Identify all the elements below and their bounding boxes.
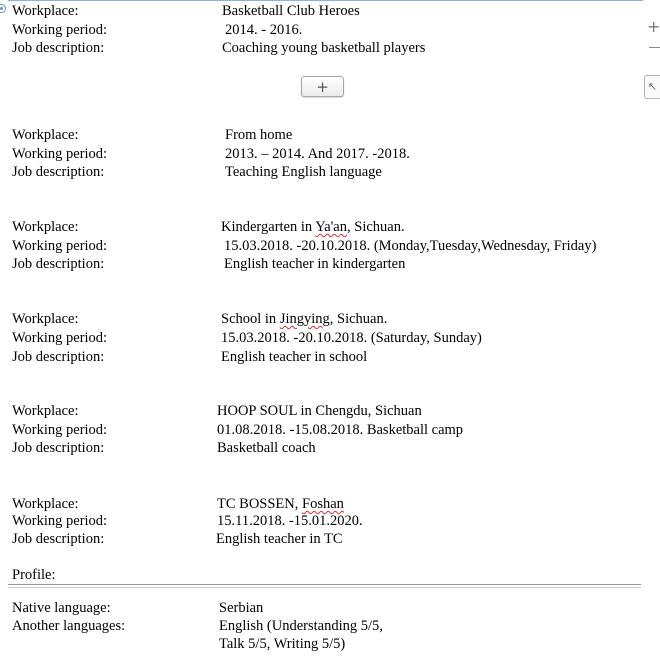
section-divider-shadow bbox=[8, 587, 641, 588]
job-4-period-label: Working period: bbox=[12, 330, 108, 346]
job-1-description: Coaching young basketball players bbox=[222, 40, 426, 56]
job-3-period-label: Working period: bbox=[12, 238, 108, 254]
job-6-description-label: Job description: bbox=[12, 531, 105, 547]
profile-heading: Profile: bbox=[12, 567, 56, 583]
job-5-description-label: Job description: bbox=[12, 440, 105, 456]
job-6-workplace: TC BOSSEN, Foshan bbox=[217, 496, 344, 512]
job-1-period: 2014. - 2016. bbox=[225, 22, 303, 38]
job-6-period: 15.11.2018. -15.01.2020. bbox=[217, 513, 363, 529]
job-5-period-label: Working period: bbox=[12, 422, 108, 438]
job-2-description: Teaching English language bbox=[225, 164, 382, 180]
job-4-workplace: School in Jingying, Sichuan. bbox=[221, 311, 388, 327]
job-2-workplace-label: Workplace: bbox=[12, 127, 79, 143]
job-1-workplace: Basketball Club Heroes bbox=[222, 3, 360, 19]
job-5-period: 01.08.2018. -15.08.2018. Basketball camp bbox=[217, 422, 464, 438]
job-4-period: 15.03.2018. -20.10.2018. (Saturday, Sunday) bbox=[221, 330, 482, 346]
spellcheck-word[interactable]: Ya'an bbox=[315, 219, 347, 235]
native-language-label: Native language: bbox=[12, 600, 111, 616]
section-divider bbox=[8, 584, 641, 585]
job-6-description: English teacher in TC bbox=[216, 531, 343, 547]
job-6-workplace-label: Workplace: bbox=[12, 496, 79, 512]
right-side-panel bbox=[643, 0, 660, 671]
native-language-value: Serbian bbox=[219, 600, 264, 616]
other-languages-value-line-1: English (Understanding 5/5, bbox=[219, 618, 383, 634]
job-4-description: English teacher in school bbox=[221, 349, 368, 365]
expand-icon[interactable]: ↖ bbox=[644, 75, 660, 99]
job-3-description: English teacher in kindergarten bbox=[224, 256, 406, 272]
job-6-period-label: Working period: bbox=[12, 513, 108, 529]
job-3-period: 15.03.2018. -20.10.2018. (Monday,Tuesday,Wednesday, Friday) bbox=[224, 238, 597, 254]
other-languages-label: Another languages: bbox=[12, 618, 126, 634]
other-languages-value-line-2: Talk 5/5, Writing 5/5) bbox=[219, 636, 346, 652]
job-5-workplace-label: Workplace: bbox=[12, 403, 79, 419]
job-5-workplace: HOOP SOUL in Chengdu, Sichuan bbox=[217, 403, 422, 419]
job-3-description-label: Job description: bbox=[12, 256, 105, 272]
spellcheck-word[interactable]: Jingying bbox=[279, 311, 330, 327]
job-1-description-label: Job description: bbox=[12, 40, 105, 56]
job-2-description-label: Job description: bbox=[12, 164, 105, 180]
spellcheck-word[interactable]: Foshan bbox=[302, 496, 344, 512]
job-3-workplace: Kindergarten in Ya'an, Sichuan. bbox=[221, 219, 405, 235]
job-1-workplace-label: Workplace: bbox=[12, 3, 79, 19]
add-row-button[interactable]: + bbox=[301, 76, 344, 97]
job-1-period-label: Working period: bbox=[12, 22, 108, 38]
job-2-workplace: From home bbox=[225, 127, 293, 143]
table-top-border bbox=[8, 0, 643, 1]
job-3-workplace-label: Workplace: bbox=[12, 219, 79, 235]
minus-icon[interactable] bbox=[649, 47, 660, 48]
table-anchor-icon[interactable] bbox=[0, 4, 6, 13]
job-2-period-label: Working period: bbox=[12, 146, 108, 162]
job-4-description-label: Job description: bbox=[12, 349, 105, 365]
job-5-description: Basketball coach bbox=[217, 440, 316, 456]
job-4-workplace-label: Workplace: bbox=[12, 311, 79, 327]
plus-icon[interactable]: + bbox=[647, 17, 660, 36]
job-2-period: 2013. – 2014. And 2017. -2018. bbox=[225, 146, 410, 162]
